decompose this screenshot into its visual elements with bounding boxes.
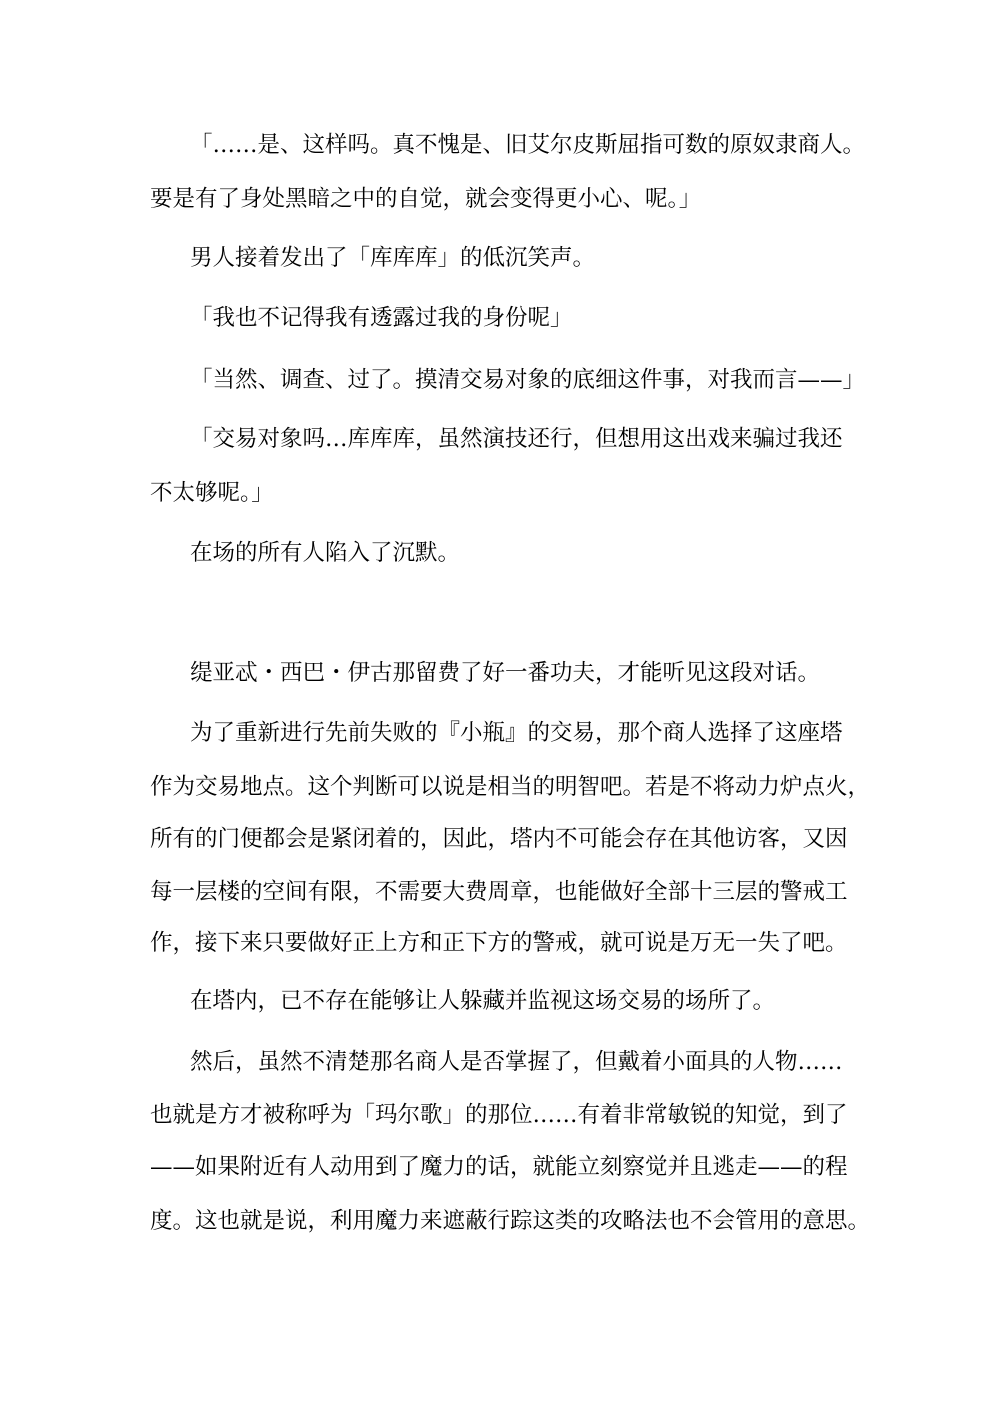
paragraph-line: 每一层楼的空间有限，不需要大费周章，也能做好全部十三层的警戒工 — [150, 879, 848, 905]
paragraph-line: 男人接着发出了「库库库」的低沉笑声。 — [190, 245, 596, 271]
paragraph-line: 缇亚忒・西巴・伊古那留费了好一番功夫，才能听见这段对话。 — [190, 660, 821, 686]
paragraph-line: 然后，虽然不清楚那名商人是否掌握了，但戴着小面具的人物…… — [190, 1049, 843, 1075]
paragraph-line: 在塔内，已不存在能够让人躲藏并监视这场交易的场所了。 — [190, 988, 776, 1014]
paragraph-line: 也就是方才被称呼为「玛尔歌」的那位……有着非常敏锐的知觉，到了 — [150, 1102, 848, 1128]
paragraph-line: 「当然、调查、过了。摸清交易对象的底细这件事，对我而言——」 — [190, 367, 866, 393]
paragraph-line: 作，接下来只要做好正上方和正下方的警戒，就可说是万无一失了吧。 — [150, 930, 848, 956]
paragraph-line: 不太够呢。」 — [150, 480, 274, 506]
paragraph-line: 度。这也就是说，利用魔力来遮蔽行踪这类的攻略法也不会管用的意思。 — [150, 1208, 871, 1234]
paragraph-line: 作为交易地点。这个判断可以说是相当的明智吧。若是不将动力炉点火， — [150, 774, 871, 800]
paragraph-line: 为了重新进行先前失败的『小瓶』的交易，那个商人选择了这座塔 — [190, 720, 843, 746]
paragraph-line: 「交易对象吗…库库库，虽然演技还行，但想用这出戏来骗过我还 — [190, 426, 843, 452]
paragraph-line: 要是有了身处黑暗之中的自觉，就会变得更小心、呢。」 — [150, 186, 702, 212]
paragraph-line: ——如果附近有人动用到了魔力的话，就能立刻察觉并且逃走——的程 — [150, 1154, 848, 1180]
paragraph-line: 在场的所有人陷入了沉默。 — [190, 540, 461, 566]
paragraph-line: 「我也不记得我有透露过我的身份呢」 — [190, 305, 573, 331]
paragraph-line: 所有的门便都会是紧闭着的，因此，塔内不可能会存在其他访客，又因 — [150, 826, 848, 852]
paragraph-line: 「……是、这样吗。真不愧是、旧艾尔皮斯屈指可数的原奴隶商人。 — [190, 132, 866, 158]
